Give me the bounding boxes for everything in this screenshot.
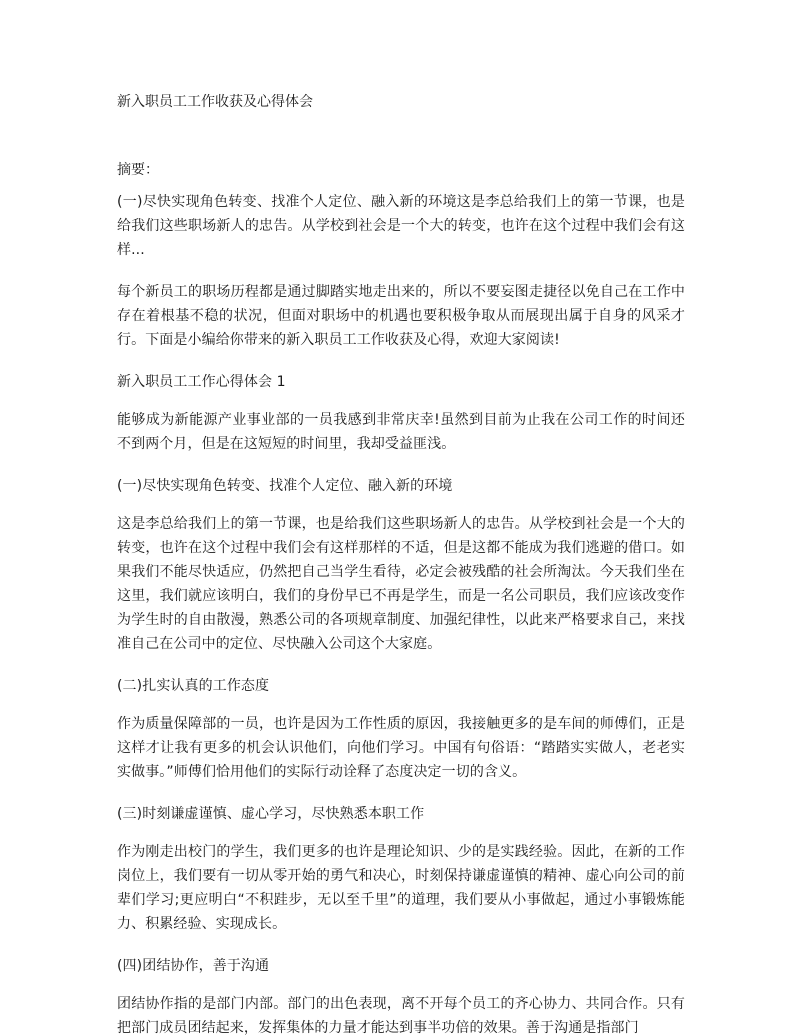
abstract-paragraph: (一)尽快实现角色转变、找准个人定位、融入新的环境这是李总给我们上的第一节课，也是给我们这些职场新人的忠告。从学校到社会是一个大的转变，也许在这个过程中我们会有这样... <box>117 194 685 258</box>
section-heading: 新入职员工工作心得体会 1 <box>117 374 286 390</box>
body-paragraph: 作为刚走出校门的学生，我们更多的也许是理论知识、少的是实践经验。因此，在新的工作岗位上，我们要有一切从零开始的勇气和决心，时刻保持谦虚谨慎的精神、虚心向公司的前辈们学习;更应明白“不积跬步，无以至千里”的道理，我们要从小事做起，通过小事锻炼能力、积累经验、实现成长。 <box>117 844 685 932</box>
abstract-label: 摘要： <box>117 162 159 178</box>
subsection-heading: (二)扎实认真的工作态度 <box>117 678 270 694</box>
subsection-heading: (一)尽快实现角色转变、找准个人定位、融入新的环境 <box>117 478 453 494</box>
document-title: 新入职员工工作收获及心得体会 <box>117 94 313 110</box>
body-paragraph: 能够成为新能源产业事业部的一员我感到非常庆幸!虽然到目前为止我在公司工作的时间还不到两个月，但是在这短短的时间里，我却受益匪浅。 <box>117 412 685 452</box>
document-body <box>117 190 685 1036</box>
intro-paragraph: 每个新员工的职场历程都是通过脚踏实地走出来的，所以不要妄图走捷径以免自己在工作中存在着根基不稳的状况，但面对职场中的机遇也要积极争取从而展现出属于自身的风采才行。下面是小编给你带来的新入职员工工作收获及心得，欢迎大家阅读! <box>117 284 685 348</box>
subsection-heading: (四)团结协作，善于沟通 <box>117 958 270 974</box>
body-paragraph: 这是李总给我们上的第一节课，也是给我们这些职场新人的忠告。从学校到社会是一个大的转变，也许在这个过程中我们会有这样那样的不适，但是这都不能成为我们逃避的借口。如果我们不能尽快适应，仍然把自己当学生看待，必定会被残酷的社会所淘汰。今天我们坐在这里，我们就应该明白，我们的身份早已不再是学生，而是一名公司职员，我们应该改变作为学生时的自由散漫，熟悉公司的各项规章制度、加强纪律性，以此来严格要求自己，来找准自己在公司中的定位、尽快融入公司这个大家庭。 <box>117 516 685 652</box>
body-paragraph: 团结协作指的是部门内部。部门的出色表现，离不开每个员工的齐心协力、共同合作。只有把部门成员团结起来，发挥集体的力量才能达到事半功倍的效果。善于沟通是指部门 <box>117 996 685 1036</box>
body-paragraph: 作为质量保障部的一员，也许是因为工作性质的原因，我接触更多的是车间的师傅们，正是这样才让我有更多的机会认识他们，向他们学习。中国有句俗语：“踏踏实实做人，老老实实做事。”师傅们恰用他们的实际行动诠释了态度决定一切的含义。 <box>117 716 685 780</box>
subsection-heading: (三)时刻谦虚谨慎、虚心学习，尽快熟悉本职工作 <box>117 806 425 822</box>
